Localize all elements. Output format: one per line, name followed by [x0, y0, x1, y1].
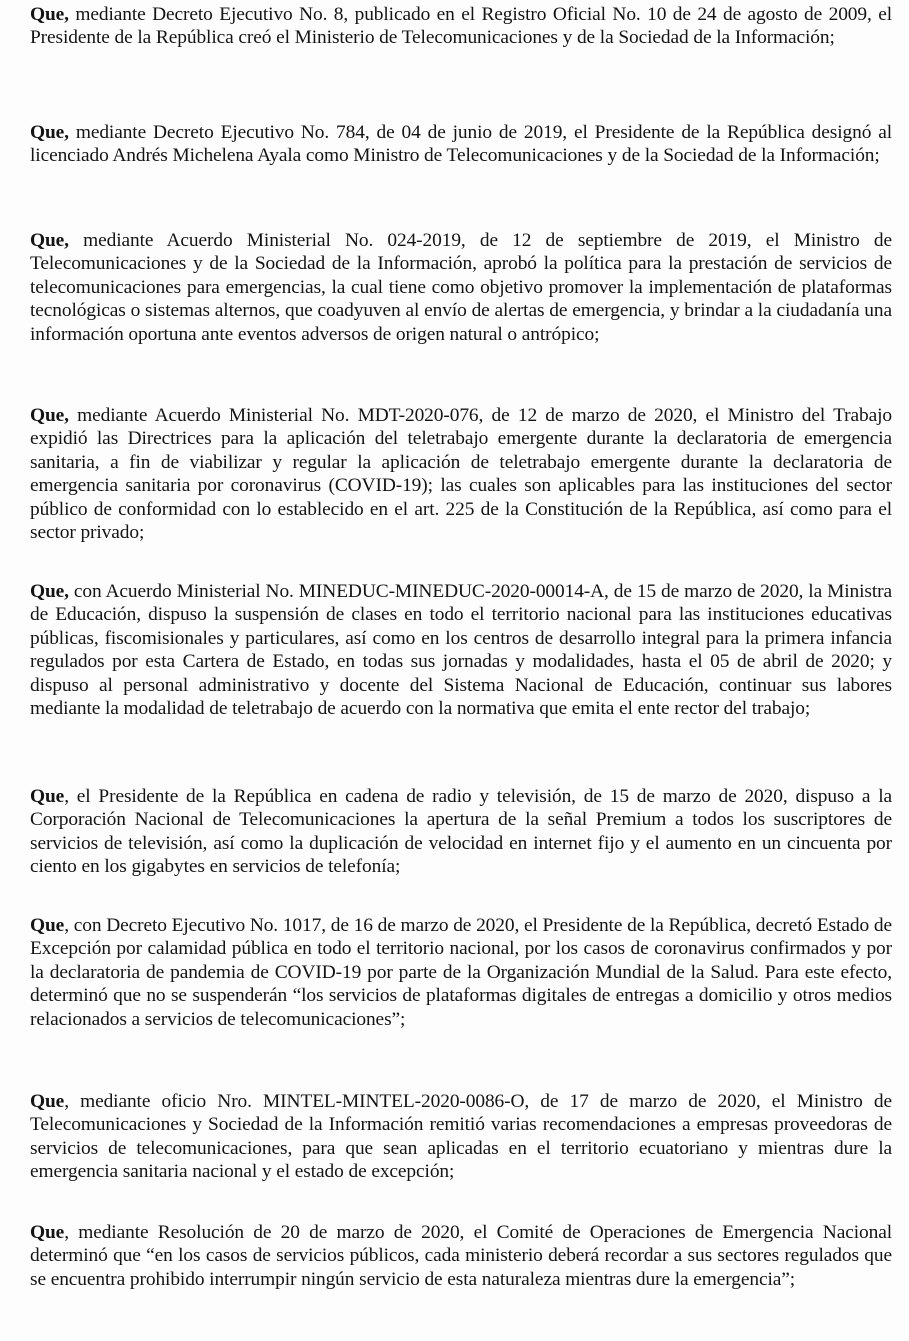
- considerando-paragraph: [30, 1221, 892, 1291]
- paragraph-lead: Que,: [30, 122, 69, 143]
- considerando-paragraph: [30, 1090, 892, 1184]
- considerando-paragraph: [30, 229, 892, 346]
- paragraph-text: mediante Decreto Ejecutivo No. 784, de 04 de junio de 2019, el Presidente de la República designó al licenciado Andrés Michelena Ayala como Ministro de Telecomunicaciones y de la Sociedad de la Información;: [30, 122, 892, 167]
- paragraph-text: con Acuerdo Ministerial No. MINEDUC-MINEDUC-2020-00014-A, de 15 de marzo de 2020, la Ministra de Educación, dispuso la suspensión de clases en todo el territorio nacional para las instituciones educativas públicas, fiscomisionales y particulares, así como en los centros de desarrollo integral para la primera infancia regulados por esta Cartera de Estado, en todas sus jornadas y modalidades, hasta el 05 de abril de 2020; y dispuso al personal administrativo y docente del Sistema Nacional de Educación, continuar sus labores mediante la modalidad de teletrabajo de acuerdo con la normativa que emita el ente rector del trabajo;: [30, 581, 892, 720]
- paragraph-text: , el Presidente de la República en cadena de radio y televisión, de 15 de marzo de 2020, dispuso a la Corporación Nacional de Telecomunicaciones la apertura de la señal Premium a todos los suscriptores de servicios de televisión, así como la duplicación de velocidad en internet fijo y el aumento en un cincuenta por ciento en los gigabytes en servicios de telefonía;: [30, 786, 892, 878]
- paragraph-lead: Que: [30, 1222, 65, 1243]
- paragraph-lead: Que: [30, 1091, 65, 1112]
- paragraph-text: , mediante oficio Nro. MINTEL-MINTEL-2020-0086-O, de 17 de marzo de 2020, el Ministro de Telecomunicaciones y Sociedad de la Información remitió varias recomendaciones a empresas proveedoras de servicios de telecomunicaciones, para que sean aplicadas en el territorio ecuatoriano y mientras dure la emergencia sanitaria nacional y el estado de excepción;: [30, 1091, 892, 1183]
- considerando-paragraph: [30, 121, 892, 168]
- paragraph-lead: Que,: [30, 230, 69, 251]
- paragraph-lead: Que,: [30, 405, 69, 426]
- paragraph-text: mediante Acuerdo Ministerial No. 024-2019, de 12 de septiembre de 2019, el Ministro de Telecomunicaciones y de la Sociedad de la Información, aprobó la política para la prestación de servicios de telecomunicaciones para emergencias, la cual tiene como objetivo promover la implementación de plataformas tecnológicas o sistemas alternos, que coadyuven al envío de alertas de emergencia, y brindar a la ciudadanía una información oportuna ante eventos adversos de origen natural o antrópico;: [30, 230, 892, 345]
- paragraph-lead: Que,: [30, 581, 69, 602]
- paragraph-text: , con Decreto Ejecutivo No. 1017, de 16 de marzo de 2020, el Presidente de la República, decretó Estado de Excepción por calamidad pública en todo el territorio nacional, por los casos de coronavirus confirmados y por la declaratoria de pandemia de COVID-19 por parte de la Organización Mundial de la Salud. Para este efecto, determinó que no se suspenderán “los servicios de plataformas digitales de entregas a domicilio y otros medios relacionados a servicios de telecomunicaciones”;: [30, 915, 892, 1030]
- paragraph-text: mediante Acuerdo Ministerial No. MDT-2020-076, de 12 de marzo de 2020, el Ministro del Trabajo expidió las Directrices para la aplicación del teletrabajo emergente durante la declaratoria de emergencia sanitaria, a fin de viabilizar y regular la aplicación de teletrabajo emergente durante la declaratoria de emergencia sanitaria por coronavirus (COVID-19); las cuales son aplicables para las instituciones del sector público de conformidad con lo establecido en el art. 225 de la Constitución de la República, así como para el sector privado;: [30, 405, 892, 544]
- paragraph-lead: Que: [30, 915, 65, 936]
- considerando-paragraph: [30, 914, 892, 1031]
- paragraph-lead: Que: [30, 786, 65, 807]
- paragraph-lead: Que,: [30, 4, 69, 25]
- considerando-paragraph: [30, 580, 892, 720]
- considerando-paragraph: [30, 785, 892, 879]
- considerando-paragraph: [30, 3, 892, 50]
- paragraph-text: mediante Decreto Ejecutivo No. 8, publicado en el Registro Oficial No. 10 de 24 de agosto de 2009, el Presidente de la República creó el Ministerio de Telecomunicaciones y de la Sociedad de la Información;: [30, 4, 892, 49]
- paragraph-text: , mediante Resolución de 20 de marzo de 2020, el Comité de Operaciones de Emergencia Nacional determinó que “en los casos de servicios públicos, cada ministerio deberá recordar a sus sectores regulados que se encuentra prohibido interrumpir ningún servicio de esta naturaleza mientras dure la emergencia”;: [30, 1222, 892, 1290]
- considerando-paragraph: [30, 404, 892, 544]
